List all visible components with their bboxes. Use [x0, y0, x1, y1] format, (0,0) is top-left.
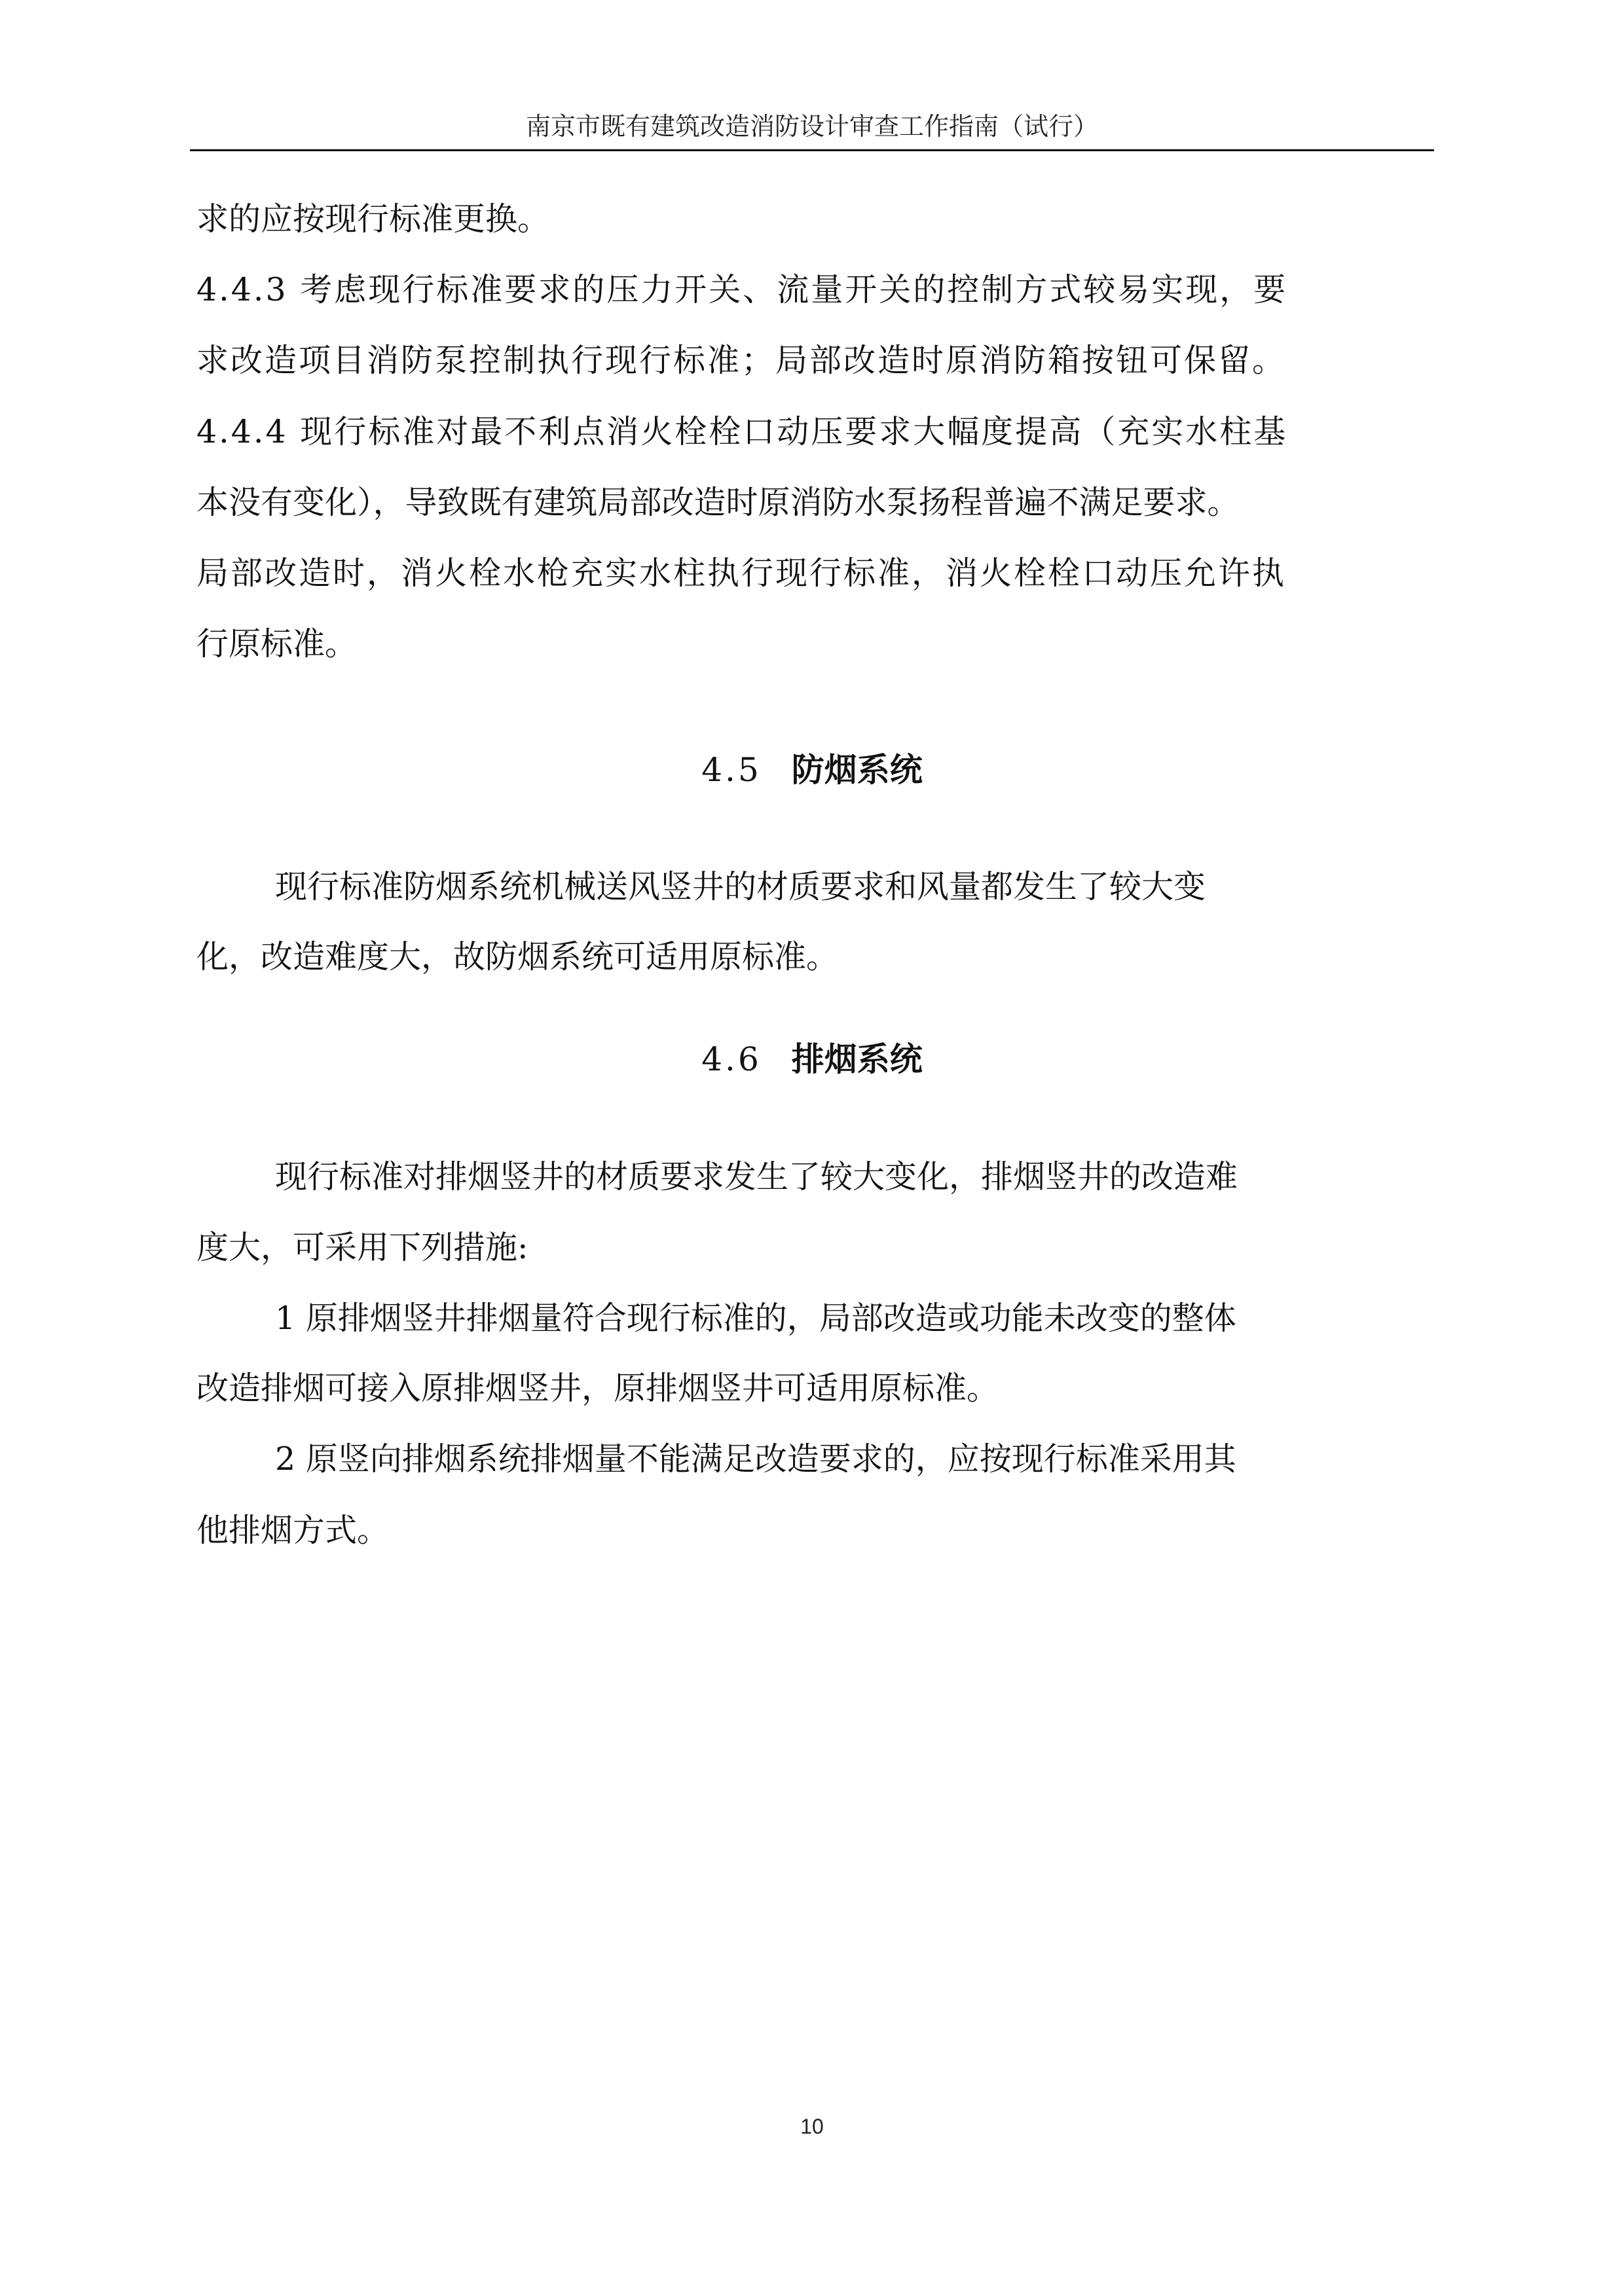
clause-4-4-4-line-1: 4.4.4 现行标准对最不利点消火栓栓口动压要求大幅度提高（充实水柱基: [196, 413, 1288, 450]
clause-4-4-4-line-4: 行原标准。: [196, 625, 358, 663]
section-heading-4-5: [0, 750, 1624, 790]
clause-4-4-4-line-3: 局部改造时，消火栓水枪充实水柱执行现行标准，消火栓栓口动压允许执: [196, 555, 1287, 592]
measure-2-line-1: 2 原竖向排烟系统排烟量不能满足改造要求的，应按现行标准采用其: [275, 1440, 1236, 1478]
header-title: 南京市既有建筑改造消防设计审查工作指南（试行）: [525, 112, 1098, 141]
section-title: 防烟系统: [791, 750, 923, 789]
measure-1-line-2: 改造排烟可接入原排烟竖井，原排烟竖井可适用原标准。: [196, 1370, 999, 1407]
section-number: 4.6: [701, 1040, 762, 1078]
clause-4-4-3-line-1: 4.4.3 考虑现行标准要求的压力开关、流量开关的控制方式较易实现，要: [196, 271, 1288, 308]
section-4-6-line-1: 现行标准对排烟竖井的材质要求发生了较大变化，排烟竖井的改造难: [275, 1158, 1238, 1195]
section-4-5-line-1: 现行标准防烟系统机械送风竖井的材质要求和风量都发生了较大变: [275, 868, 1206, 905]
header-divider: [190, 149, 1434, 151]
clause-4-4-4-line-2: 本没有变化），导致既有建筑局部改造时原消防水泵扬程普遍不满足要求。: [196, 484, 1240, 521]
section-number: 4.5: [701, 751, 762, 789]
section-4-5-line-2: 化，改造难度大，故防烟系统可适用原标准。: [196, 938, 839, 975]
page-number: 10: [800, 2115, 824, 2138]
measure-2-line-2: 他排烟方式。: [196, 1512, 390, 1549]
section-4-6-line-2: 度大，可采用下列措施:: [196, 1229, 528, 1266]
body-line: 求的应按现行标准更换。: [196, 200, 550, 238]
section-title: 排烟系统: [791, 1040, 923, 1078]
clause-4-4-3-line-2: 求改造项目消防泵控制执行现行标准；局部改造时原消防箱按钮可保留。: [196, 342, 1287, 379]
measure-1-line-1: 1 原排烟竖井排烟量符合现行标准的，局部改造或功能未改变的整体: [275, 1300, 1236, 1337]
section-heading-4-6: [0, 1040, 1624, 1079]
